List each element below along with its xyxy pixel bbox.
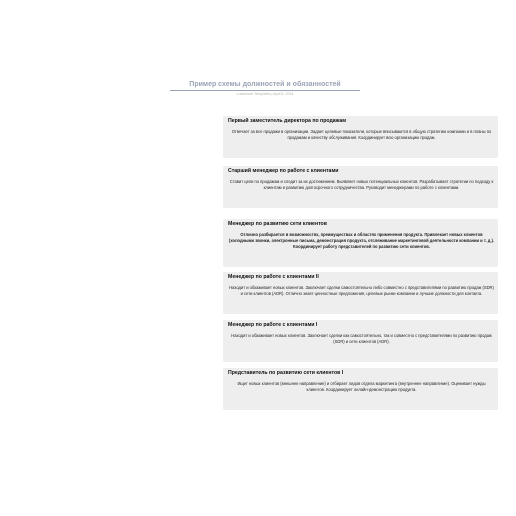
- role-card: [223, 116, 498, 158]
- role-card: [223, 272, 498, 314]
- document-subtitle: Lucidchart Templates | April 5, 2024: [236, 92, 294, 96]
- role-title: Менеджер по работе с клиентами I: [228, 322, 318, 328]
- role-description: Ставит цели по продажам и следит за их достижением. Выявляет новых потенциальных клиентов. Разрабатывает стратегии по подходу к клиентам и развитию долгосрочного сотрудничества. Руководит менеджерами по работе с клиентами.: [229, 178, 494, 191]
- role-description: Ищет новых клиентов (внешнее направление) и отбирает лидов отдела маркетинга (внутреннее направление). Оценивает нужды клиентов. Координирует онлайн-демонстрацию продукта.: [237, 380, 486, 393]
- role-title: Старший менеджер по работе с клиентами: [228, 168, 339, 174]
- role-description: Отвечает за все продажи в организации. Задает целевые показатели, которые вписываются в общую стратегию компании и в планы по продажам и качеству обслуживания. Координирует всю организацию продаж.: [231, 128, 492, 141]
- role-card: [223, 320, 498, 362]
- role-title: Менеджер по работе с клиентами II: [228, 274, 319, 280]
- title-divider: [170, 90, 360, 91]
- role-card: [223, 368, 498, 410]
- role-card: [223, 166, 498, 208]
- role-description: Находит и обхаживает новых клиентов. Заключает сделки как самостоятельно, так и совместно с представителями по развитию продаж (SDR) и сети клиентов (ADR).: [231, 332, 492, 345]
- role-card: [223, 219, 498, 267]
- role-title: Представитель по развитию сети клиентов I: [228, 370, 344, 376]
- document-title: Пример схемы должностей и обязанностей: [189, 81, 341, 88]
- role-title: Первый заместитель директора по продажам: [228, 118, 347, 124]
- role-title: Менеджер по развитию сети клиентов: [228, 221, 327, 227]
- role-description: Отлично разбирается в возможностях, преимуществах и областях применения продукта. Привлекает новых клиентов (холодными звонки, электронные письма, демонстрация продукта, отслеживание маркетинговой деятельности компании и т. д.). Координирует работу представителей по развитию сети клиентов.: [229, 231, 494, 250]
- role-description: Находит и обхаживает новых клиентов. Заключает сделки самостоятельно либо совместно с представителями по развитию продаж (SDR) и сети клиентов (ADR). Отлично знает ценностные предложения, целевые рынки компании и лучшие должности для контакта.: [229, 284, 494, 297]
